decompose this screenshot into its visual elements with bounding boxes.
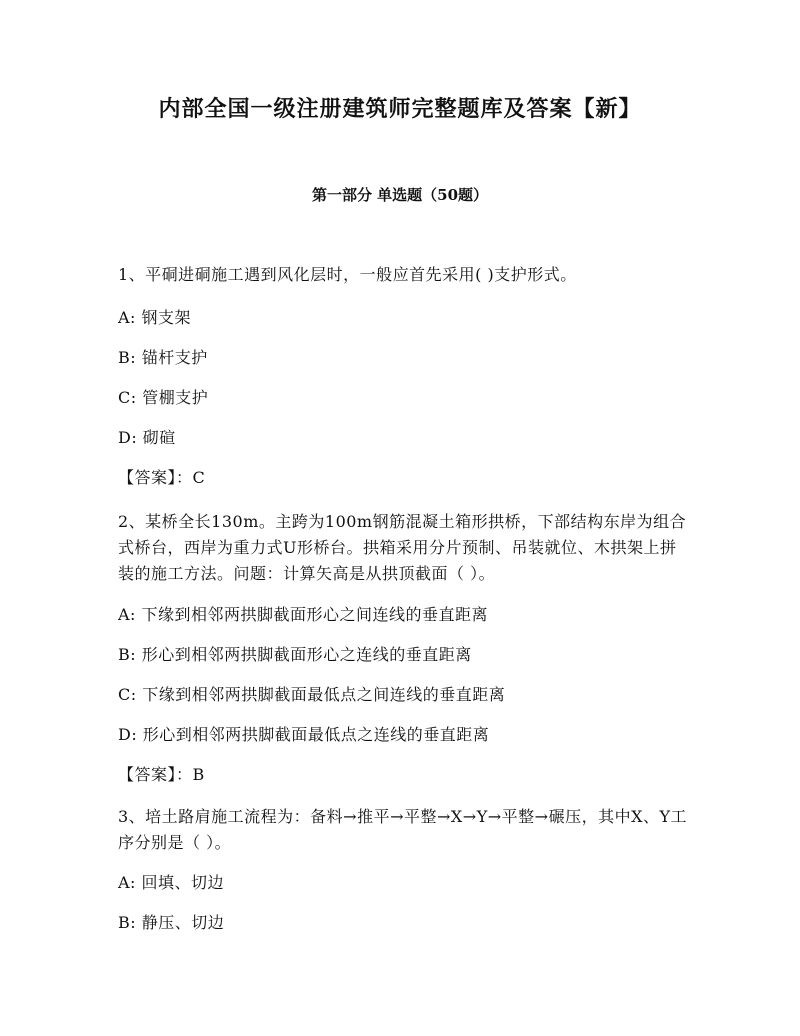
question-1-stem: 1、平硐进硐施工遇到风化层时，一般应首先采用( )支护形式。 xyxy=(118,265,577,284)
question-2-stem: 2、某桥全长130m。主跨为100m钢筋混凝土箱形拱桥，下部结构东岸为组合式桥台，西岸为重力式U形桥台。拱箱采用分片预制、吊装就位、木拱架上拼装的施工方法。问题：计算矢高是从拱顶截面（ ）。 xyxy=(118,512,687,583)
question-1-option-a: A: 钢支架 xyxy=(118,308,192,327)
question-3-option-b: B: 静压、切边 xyxy=(118,913,225,932)
question-3-stem: 3、培土路肩施工流程为：备料→推平→平整→X→Y→平整→碾压，其中X、Y工序分别是（ ）。 xyxy=(118,807,688,852)
question-2-option-d: D: 形心到相邻两拱脚截面最低点之连线的垂直距离 xyxy=(118,725,490,744)
question-2-option-c: C: 下缘到相邻两拱脚截面最低点之间连线的垂直距离 xyxy=(118,685,506,704)
question-1-answer: 【答案】：C xyxy=(118,468,206,487)
section-title: 第一部分 单选题（50题） xyxy=(311,186,489,204)
document-title: 内部全国一级注册建筑师完整题库及答案【新】 xyxy=(158,96,642,122)
question-3-option-a: A: 回填、切边 xyxy=(118,873,225,892)
question-1-option-c: C: 管棚支护 xyxy=(118,388,209,407)
question-2-answer: 【答案】：B xyxy=(118,765,205,784)
question-1-option-b: B: 锚杆支护 xyxy=(118,348,208,367)
question-1-option-d: D: 砌碹 xyxy=(118,428,176,447)
question-2-option-b: B: 形心到相邻两拱脚截面形心之连线的垂直距离 xyxy=(118,645,472,664)
question-2-option-a: A: 下缘到相邻两拱脚截面形心之间连线的垂直距离 xyxy=(118,605,489,624)
